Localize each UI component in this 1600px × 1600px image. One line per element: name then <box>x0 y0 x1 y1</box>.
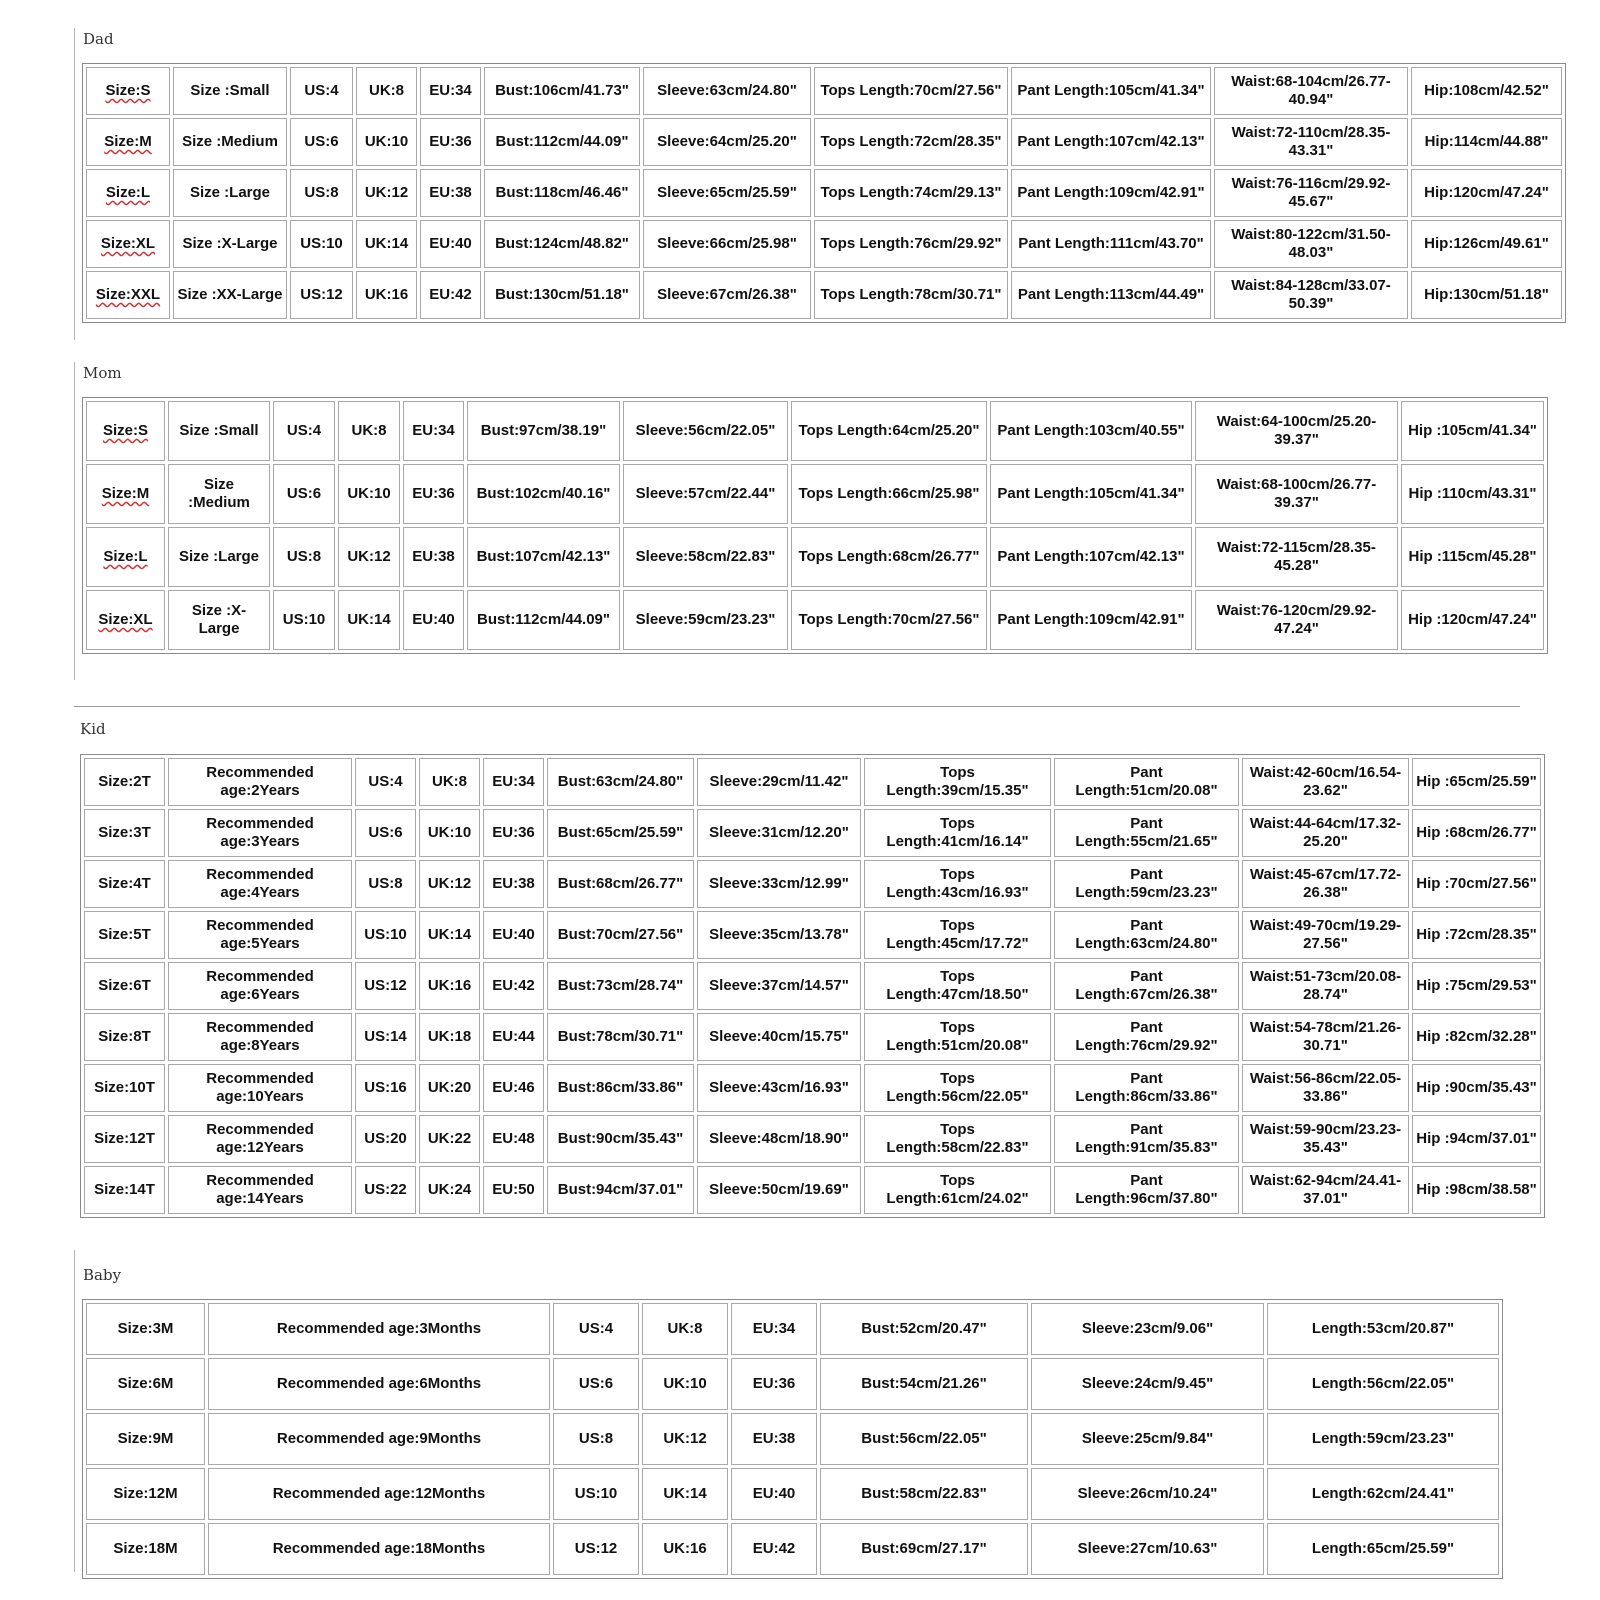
sleeve-cell: Sleeve:23cm/9.06" <box>1031 1303 1264 1355</box>
age-cell: Recommended age:9Months <box>208 1413 550 1465</box>
section-label-kid: Kid <box>80 720 106 738</box>
tops-length-cell: Tops Length:56cm/22.05" <box>864 1064 1051 1112</box>
size-cell: Size:8T <box>84 1013 165 1061</box>
waist-cell: Waist:80-122cm/31.50-48.03" <box>1214 220 1408 268</box>
pant-length-cell: Pant Length:107cm/42.13" <box>990 527 1192 587</box>
uk-cell: UK:16 <box>356 271 417 319</box>
bust-cell: Bust:124cm/48.82" <box>484 220 640 268</box>
uk-cell: UK:12 <box>419 860 480 908</box>
uk-cell: UK:10 <box>338 464 400 524</box>
size-name-cell: Size :Medium <box>168 464 270 524</box>
eu-cell: EU:36 <box>420 118 481 166</box>
waist-cell: Waist:64-100cm/25.20-39.37" <box>1195 401 1398 461</box>
hip-cell: Hip :75cm/29.53" <box>1412 962 1541 1010</box>
uk-cell: UK:18 <box>419 1013 480 1061</box>
uk-cell: UK:8 <box>338 401 400 461</box>
sleeve-cell: Sleeve:63cm/24.80" <box>643 67 811 115</box>
size-cell: Size:14T <box>84 1166 165 1214</box>
bust-cell: Bust:56cm/22.05" <box>820 1413 1028 1465</box>
eu-cell: EU:36 <box>731 1358 817 1410</box>
us-cell: US:8 <box>553 1413 639 1465</box>
waist-cell: Waist:51-73cm/20.08-28.74" <box>1242 962 1409 1010</box>
sleeve-cell: Sleeve:24cm/9.45" <box>1031 1358 1264 1410</box>
pant-length-cell: Pant Length:105cm/41.34" <box>990 464 1192 524</box>
size-name-cell: Recommended age:12Years <box>168 1115 352 1163</box>
bust-cell: Bust:86cm/33.86" <box>547 1064 694 1112</box>
pant-length-cell: Pant Length:109cm/42.91" <box>990 590 1192 650</box>
table-row <box>84 911 1541 959</box>
length-cell: Length:59cm/23.23" <box>1267 1413 1499 1465</box>
us-cell: US:10 <box>355 911 416 959</box>
bust-cell: Bust:54cm/21.26" <box>820 1358 1028 1410</box>
age-cell: Recommended age:18Months <box>208 1523 550 1575</box>
bust-cell: Bust:97cm/38.19" <box>467 401 620 461</box>
us-cell: US:6 <box>355 809 416 857</box>
pant-length-cell: Pant Length:59cm/23.23" <box>1054 860 1239 908</box>
eu-cell: EU:40 <box>483 911 544 959</box>
size-name-cell: Size :Medium <box>173 118 287 166</box>
size-name-cell: Recommended age:10Years <box>168 1064 352 1112</box>
sleeve-cell: Sleeve:65cm/25.59" <box>643 169 811 217</box>
waist-cell: Waist:62-94cm/24.41-37.01" <box>1242 1166 1409 1214</box>
tops-length-cell: Tops Length:70cm/27.56" <box>814 67 1008 115</box>
pant-length-cell: Pant Length:113cm/44.49" <box>1011 271 1211 319</box>
sleeve-cell: Sleeve:67cm/26.38" <box>643 271 811 319</box>
pant-length-cell: Pant Length:76cm/29.92" <box>1054 1013 1239 1061</box>
size-cell: Size:XL <box>86 220 170 268</box>
eu-cell: EU:34 <box>403 401 464 461</box>
hip-cell: Hip :105cm/41.34" <box>1401 401 1544 461</box>
tops-length-cell: Tops Length:70cm/27.56" <box>791 590 987 650</box>
uk-cell: UK:16 <box>419 962 480 1010</box>
bust-cell: Bust:65cm/25.59" <box>547 809 694 857</box>
waist-cell: Waist:44-64cm/17.32-25.20" <box>1242 809 1409 857</box>
sleeve-cell: Sleeve:58cm/22.83" <box>623 527 788 587</box>
uk-cell: UK:14 <box>419 911 480 959</box>
bust-cell: Bust:107cm/42.13" <box>467 527 620 587</box>
hip-cell: Hip :115cm/45.28" <box>1401 527 1544 587</box>
length-cell: Length:65cm/25.59" <box>1267 1523 1499 1575</box>
us-cell: US:8 <box>273 527 335 587</box>
section-divider <box>74 28 75 340</box>
eu-cell: EU:40 <box>403 590 464 650</box>
uk-cell: UK:24 <box>419 1166 480 1214</box>
sleeve-cell: Sleeve:57cm/22.44" <box>623 464 788 524</box>
table-row <box>84 1115 1541 1163</box>
waist-cell: Waist:56-86cm/22.05-33.86" <box>1242 1064 1409 1112</box>
sleeve-cell: Sleeve:59cm/23.23" <box>623 590 788 650</box>
waist-cell: Waist:84-128cm/33.07-50.39" <box>1214 271 1408 319</box>
bust-cell: Bust:58cm/22.83" <box>820 1468 1028 1520</box>
bust-cell: Bust:78cm/30.71" <box>547 1013 694 1061</box>
table-row <box>84 809 1541 857</box>
us-cell: US:6 <box>273 464 335 524</box>
table-row <box>84 758 1541 806</box>
pant-length-cell: Pant Length:103cm/40.55" <box>990 401 1192 461</box>
hip-cell: Hip :98cm/38.58" <box>1412 1166 1541 1214</box>
size-cell: Size:9M <box>86 1413 205 1465</box>
waist-cell: Waist:68-100cm/26.77-39.37" <box>1195 464 1398 524</box>
sleeve-cell: Sleeve:66cm/25.98" <box>643 220 811 268</box>
size-cell: Size:L <box>86 527 165 587</box>
size-name-cell: Recommended age:2Years <box>168 758 352 806</box>
table-row <box>84 1013 1541 1061</box>
size-name-cell: Size :Large <box>168 527 270 587</box>
tops-length-cell: Tops Length:64cm/25.20" <box>791 401 987 461</box>
pant-length-cell: Pant Length:105cm/41.34" <box>1011 67 1211 115</box>
size-name-cell: Recommended age:5Years <box>168 911 352 959</box>
sleeve-cell: Sleeve:43cm/16.93" <box>697 1064 861 1112</box>
eu-cell: EU:34 <box>731 1303 817 1355</box>
tops-length-cell: Tops Length:39cm/15.35" <box>864 758 1051 806</box>
us-cell: US:10 <box>273 590 335 650</box>
tops-length-cell: Tops Length:43cm/16.93" <box>864 860 1051 908</box>
size-cell: Size:XL <box>86 590 165 650</box>
length-cell: Length:53cm/20.87" <box>1267 1303 1499 1355</box>
size-cell: Size:10T <box>84 1064 165 1112</box>
table-row <box>86 1303 1499 1355</box>
size-cell: Size:M <box>86 464 165 524</box>
waist-cell: Waist:42-60cm/16.54-23.62" <box>1242 758 1409 806</box>
sleeve-cell: Sleeve:56cm/22.05" <box>623 401 788 461</box>
section-divider <box>74 1250 75 1572</box>
us-cell: US:10 <box>290 220 353 268</box>
bust-cell: Bust:102cm/40.16" <box>467 464 620 524</box>
age-cell: Recommended age:12Months <box>208 1468 550 1520</box>
pant-length-cell: Pant Length:63cm/24.80" <box>1054 911 1239 959</box>
size-cell: Size:3M <box>86 1303 205 1355</box>
tops-length-cell: Tops Length:72cm/28.35" <box>814 118 1008 166</box>
eu-cell: EU:34 <box>420 67 481 115</box>
eu-cell: EU:40 <box>731 1468 817 1520</box>
size-name-cell: Recommended age:6Years <box>168 962 352 1010</box>
uk-cell: UK:14 <box>642 1468 728 1520</box>
size-cell: Size:S <box>86 67 170 115</box>
eu-cell: EU:50 <box>483 1166 544 1214</box>
table-row <box>86 67 1562 115</box>
hip-cell: Hip :90cm/35.43" <box>1412 1064 1541 1112</box>
eu-cell: EU:36 <box>483 809 544 857</box>
hip-cell: Hip :70cm/27.56" <box>1412 860 1541 908</box>
eu-cell: EU:42 <box>483 962 544 1010</box>
age-cell: Recommended age:6Months <box>208 1358 550 1410</box>
us-cell: US:4 <box>553 1303 639 1355</box>
us-cell: US:14 <box>355 1013 416 1061</box>
size-table-baby <box>82 1299 1503 1579</box>
size-cell: Size:6T <box>84 962 165 1010</box>
us-cell: US:20 <box>355 1115 416 1163</box>
us-cell: US:6 <box>290 118 353 166</box>
table-row <box>86 220 1562 268</box>
pant-length-cell: Pant Length:55cm/21.65" <box>1054 809 1239 857</box>
size-name-cell: Recommended age:3Years <box>168 809 352 857</box>
size-cell: Size:S <box>86 401 165 461</box>
size-name-cell: Size :X-Large <box>173 220 287 268</box>
bust-cell: Bust:94cm/37.01" <box>547 1166 694 1214</box>
us-cell: US:4 <box>290 67 353 115</box>
size-cell: Size:18M <box>86 1523 205 1575</box>
eu-cell: EU:40 <box>420 220 481 268</box>
pant-length-cell: Pant Length:67cm/26.38" <box>1054 962 1239 1010</box>
pant-length-cell: Pant Length:91cm/35.83" <box>1054 1115 1239 1163</box>
size-cell: Size:M <box>86 118 170 166</box>
size-table-dad <box>82 63 1566 323</box>
size-cell: Size:XXL <box>86 271 170 319</box>
uk-cell: UK:14 <box>356 220 417 268</box>
sleeve-cell: Sleeve:64cm/25.20" <box>643 118 811 166</box>
eu-cell: EU:42 <box>731 1523 817 1575</box>
hip-cell: Hip :68cm/26.77" <box>1412 809 1541 857</box>
table-row <box>86 1468 1499 1520</box>
hip-cell: Hip:108cm/42.52" <box>1411 67 1562 115</box>
bust-cell: Bust:69cm/27.17" <box>820 1523 1028 1575</box>
table-row <box>86 464 1544 524</box>
uk-cell: UK:14 <box>338 590 400 650</box>
waist-cell: Waist:45-67cm/17.72-26.38" <box>1242 860 1409 908</box>
size-name-cell: Size :Small <box>173 67 287 115</box>
hip-cell: Hip:130cm/51.18" <box>1411 271 1562 319</box>
uk-cell: UK:8 <box>419 758 480 806</box>
bust-cell: Bust:52cm/20.47" <box>820 1303 1028 1355</box>
eu-cell: EU:48 <box>483 1115 544 1163</box>
uk-cell: UK:22 <box>419 1115 480 1163</box>
uk-cell: UK:8 <box>356 67 417 115</box>
sleeve-cell: Sleeve:33cm/12.99" <box>697 860 861 908</box>
sleeve-cell: Sleeve:37cm/14.57" <box>697 962 861 1010</box>
table-row <box>86 1358 1499 1410</box>
length-cell: Length:56cm/22.05" <box>1267 1358 1499 1410</box>
table-row <box>86 1413 1499 1465</box>
tops-length-cell: Tops Length:45cm/17.72" <box>864 911 1051 959</box>
length-cell: Length:62cm/24.41" <box>1267 1468 1499 1520</box>
table-row <box>86 401 1544 461</box>
us-cell: US:16 <box>355 1064 416 1112</box>
waist-cell: Waist:59-90cm/23.23-35.43" <box>1242 1115 1409 1163</box>
section-label-mom: Mom <box>83 364 122 382</box>
table-row <box>86 1523 1499 1575</box>
pant-length-cell: Pant Length:107cm/42.13" <box>1011 118 1211 166</box>
tops-length-cell: Tops Length:47cm/18.50" <box>864 962 1051 1010</box>
us-cell: US:12 <box>355 962 416 1010</box>
uk-cell: UK:10 <box>356 118 417 166</box>
tops-length-cell: Tops Length:78cm/30.71" <box>814 271 1008 319</box>
bust-cell: Bust:130cm/51.18" <box>484 271 640 319</box>
size-cell: Size:12M <box>86 1468 205 1520</box>
eu-cell: EU:38 <box>420 169 481 217</box>
sleeve-cell: Sleeve:31cm/12.20" <box>697 809 861 857</box>
size-cell: Size:4T <box>84 860 165 908</box>
section-label-dad: Dad <box>83 30 114 48</box>
eu-cell: EU:38 <box>403 527 464 587</box>
eu-cell: EU:46 <box>483 1064 544 1112</box>
bust-cell: Bust:118cm/46.46" <box>484 169 640 217</box>
table-row <box>84 1064 1541 1112</box>
sleeve-cell: Sleeve:26cm/10.24" <box>1031 1468 1264 1520</box>
us-cell: US:4 <box>273 401 335 461</box>
section-label-baby: Baby <box>83 1266 122 1284</box>
waist-cell: Waist:76-120cm/29.92-47.24" <box>1195 590 1398 650</box>
table-row <box>86 527 1544 587</box>
eu-cell: EU:44 <box>483 1013 544 1061</box>
bust-cell: Bust:90cm/35.43" <box>547 1115 694 1163</box>
waist-cell: Waist:68-104cm/26.77-40.94" <box>1214 67 1408 115</box>
sleeve-cell: Sleeve:25cm/9.84" <box>1031 1413 1264 1465</box>
size-cell: Size:3T <box>84 809 165 857</box>
age-cell: Recommended age:3Months <box>208 1303 550 1355</box>
table-row <box>86 118 1562 166</box>
size-name-cell: Size :XX-Large <box>173 271 287 319</box>
us-cell: US:8 <box>355 860 416 908</box>
uk-cell: UK:10 <box>419 809 480 857</box>
waist-cell: Waist:49-70cm/19.29-27.56" <box>1242 911 1409 959</box>
tops-length-cell: Tops Length:61cm/24.02" <box>864 1166 1051 1214</box>
sleeve-cell: Sleeve:29cm/11.42" <box>697 758 861 806</box>
table-row <box>84 962 1541 1010</box>
pant-length-cell: Pant Length:51cm/20.08" <box>1054 758 1239 806</box>
sleeve-cell: Sleeve:27cm/10.63" <box>1031 1523 1264 1575</box>
us-cell: US:12 <box>553 1523 639 1575</box>
tops-length-cell: Tops Length:58cm/22.83" <box>864 1115 1051 1163</box>
eu-cell: EU:38 <box>483 860 544 908</box>
section-divider <box>74 362 75 680</box>
uk-cell: UK:12 <box>356 169 417 217</box>
tops-length-cell: Tops Length:68cm/26.77" <box>791 527 987 587</box>
waist-cell: Waist:54-78cm/21.26-30.71" <box>1242 1013 1409 1061</box>
size-name-cell: Recommended age:4Years <box>168 860 352 908</box>
sleeve-cell: Sleeve:50cm/19.69" <box>697 1166 861 1214</box>
hip-cell: Hip:114cm/44.88" <box>1411 118 1562 166</box>
hip-cell: Hip :65cm/25.59" <box>1412 758 1541 806</box>
us-cell: US:6 <box>553 1358 639 1410</box>
hip-cell: Hip :120cm/47.24" <box>1401 590 1544 650</box>
pant-length-cell: Pant Length:86cm/33.86" <box>1054 1064 1239 1112</box>
uk-cell: UK:12 <box>642 1413 728 1465</box>
eu-cell: EU:42 <box>420 271 481 319</box>
pant-length-cell: Pant Length:109cm/42.91" <box>1011 169 1211 217</box>
table-row <box>86 271 1562 319</box>
bust-cell: Bust:63cm/24.80" <box>547 758 694 806</box>
sleeve-cell: Sleeve:48cm/18.90" <box>697 1115 861 1163</box>
size-name-cell: Size :Small <box>168 401 270 461</box>
us-cell: US:8 <box>290 169 353 217</box>
tops-length-cell: Tops Length:51cm/20.08" <box>864 1013 1051 1061</box>
sleeve-cell: Sleeve:40cm/15.75" <box>697 1013 861 1061</box>
hip-cell: Hip:120cm/47.24" <box>1411 169 1562 217</box>
us-cell: US:12 <box>290 271 353 319</box>
bust-cell: Bust:70cm/27.56" <box>547 911 694 959</box>
uk-cell: UK:8 <box>642 1303 728 1355</box>
table-row <box>84 1166 1541 1214</box>
size-cell: Size:2T <box>84 758 165 806</box>
bust-cell: Bust:112cm/44.09" <box>467 590 620 650</box>
uk-cell: UK:16 <box>642 1523 728 1575</box>
pant-length-cell: Pant Length:111cm/43.70" <box>1011 220 1211 268</box>
tops-length-cell: Tops Length:41cm/16.14" <box>864 809 1051 857</box>
bust-cell: Bust:112cm/44.09" <box>484 118 640 166</box>
hip-cell: Hip :110cm/43.31" <box>1401 464 1544 524</box>
hip-cell: Hip :72cm/28.35" <box>1412 911 1541 959</box>
uk-cell: UK:10 <box>642 1358 728 1410</box>
waist-cell: Waist:72-115cm/28.35-45.28" <box>1195 527 1398 587</box>
eu-cell: EU:36 <box>403 464 464 524</box>
hip-cell: Hip :94cm/37.01" <box>1412 1115 1541 1163</box>
bust-cell: Bust:73cm/28.74" <box>547 962 694 1010</box>
us-cell: US:22 <box>355 1166 416 1214</box>
tops-length-cell: Tops Length:74cm/29.13" <box>814 169 1008 217</box>
table-row <box>86 169 1562 217</box>
size-cell: Size:5T <box>84 911 165 959</box>
waist-cell: Waist:76-116cm/29.92-45.67" <box>1214 169 1408 217</box>
section-rule <box>74 706 1520 707</box>
eu-cell: EU:34 <box>483 758 544 806</box>
tops-length-cell: Tops Length:76cm/29.92" <box>814 220 1008 268</box>
bust-cell: Bust:106cm/41.73" <box>484 67 640 115</box>
size-cell: Size:L <box>86 169 170 217</box>
us-cell: US:4 <box>355 758 416 806</box>
size-name-cell: Recommended age:8Years <box>168 1013 352 1061</box>
sleeve-cell: Sleeve:35cm/13.78" <box>697 911 861 959</box>
uk-cell: UK:12 <box>338 527 400 587</box>
bust-cell: Bust:68cm/26.77" <box>547 860 694 908</box>
size-name-cell: Size :X-Large <box>168 590 270 650</box>
eu-cell: EU:38 <box>731 1413 817 1465</box>
size-cell: Size:12T <box>84 1115 165 1163</box>
size-name-cell: Recommended age:14Years <box>168 1166 352 1214</box>
hip-cell: Hip :82cm/32.28" <box>1412 1013 1541 1061</box>
size-cell: Size:6M <box>86 1358 205 1410</box>
size-table-kid <box>80 754 1545 1218</box>
tops-length-cell: Tops Length:66cm/25.98" <box>791 464 987 524</box>
pant-length-cell: Pant Length:96cm/37.80" <box>1054 1166 1239 1214</box>
us-cell: US:10 <box>553 1468 639 1520</box>
uk-cell: UK:20 <box>419 1064 480 1112</box>
waist-cell: Waist:72-110cm/28.35-43.31" <box>1214 118 1408 166</box>
size-table-mom <box>82 397 1548 654</box>
table-row <box>86 590 1544 650</box>
size-name-cell: Size :Large <box>173 169 287 217</box>
hip-cell: Hip:126cm/49.61" <box>1411 220 1562 268</box>
table-row <box>84 860 1541 908</box>
